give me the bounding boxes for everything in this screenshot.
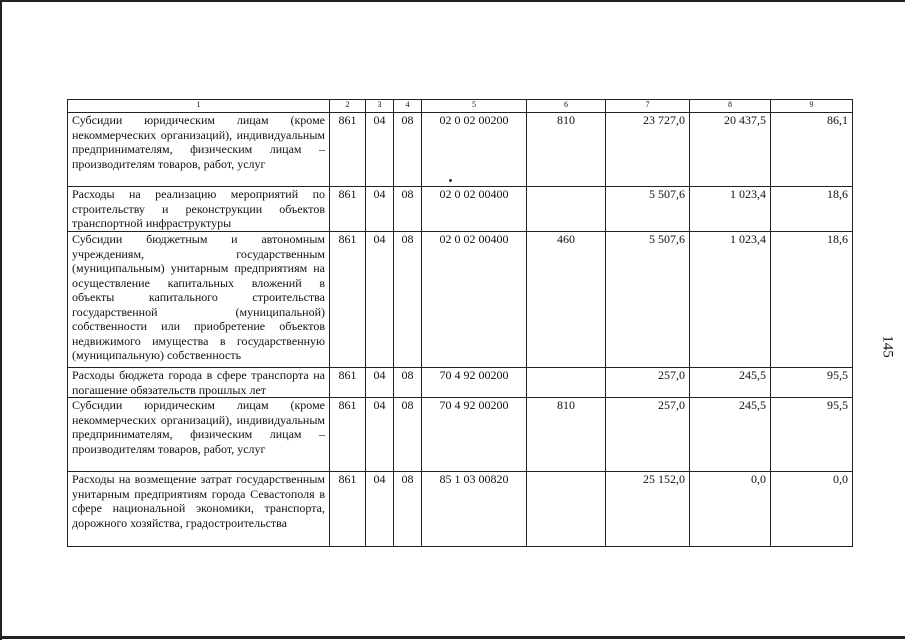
section-code: 04: [366, 187, 394, 232]
execution-percent: 18,6: [771, 187, 853, 232]
grbs-code: 861: [330, 232, 366, 368]
execution-percent: 0,0: [771, 472, 853, 547]
column-number-row: [68, 100, 853, 113]
table-row: [68, 187, 853, 232]
target-article-code: 02 0 02 00400: [422, 187, 527, 232]
column-number: 7: [606, 100, 690, 113]
grbs-code: 861: [330, 187, 366, 232]
expense-type-code: [527, 368, 606, 398]
section-code: 04: [366, 472, 394, 547]
scan-frame-top: [0, 0, 905, 2]
grbs-code: 861: [330, 472, 366, 547]
execution-percent: 18,6: [771, 232, 853, 368]
section-code: 04: [366, 368, 394, 398]
expense-type-code: [527, 472, 606, 547]
expense-type-code: 460: [527, 232, 606, 368]
planned-amount: 5 507,6: [606, 232, 690, 368]
target-article-code: 85 1 03 00820: [422, 472, 527, 547]
actual-amount: 0,0: [690, 472, 771, 547]
target-article-code: 70 4 92 00200: [422, 398, 527, 472]
column-number: 8: [690, 100, 771, 113]
scan-frame-left: [0, 0, 2, 640]
actual-amount: 245,5: [690, 368, 771, 398]
row-description: Субсидии бюджетным и автономным учреждениям, государственным (муниципальным) унитарным предприятиям на осуществление капитальных вложений в объекты капитального строительства государственной (муниципальной) собственности или приобретение объектов недвижимого имущества в государственную (муниципальную) собственность: [68, 232, 330, 368]
column-number: 4: [394, 100, 422, 113]
table-row: [68, 232, 853, 368]
row-description: Субсидии юридическим лицам (кроме некоммерческих организаций), индивидуальным предпринимателям, физическим лицам – производителям товаров, работ, услуг: [68, 113, 330, 187]
expense-type-code: 810: [527, 398, 606, 472]
actual-amount: 245,5: [690, 398, 771, 472]
execution-percent: 95,5: [771, 368, 853, 398]
actual-amount: 1 023,4: [690, 187, 771, 232]
column-number: 5: [422, 100, 527, 113]
column-number: 9: [771, 100, 853, 113]
grbs-code: 861: [330, 398, 366, 472]
row-description: Расходы бюджета города в сфере транспорта на погашение обязательств прошлых лет: [68, 368, 330, 398]
planned-amount: 23 727,0: [606, 113, 690, 187]
table-row: [68, 113, 853, 187]
subsection-code: 08: [394, 187, 422, 232]
target-article-code: 02 0 02 00400: [422, 232, 527, 368]
target-article-code: 70 4 92 00200: [422, 368, 527, 398]
planned-amount: 25 152,0: [606, 472, 690, 547]
planned-amount: 257,0: [606, 368, 690, 398]
row-description: Субсидии юридическим лицам (кроме некоммерческих организаций), индивидуальным предпринимателям, физическим лицам – производителям товаров, работ, услуг: [68, 398, 330, 472]
scan-frame-bottom: [0, 636, 905, 639]
execution-percent: 86,1: [771, 113, 853, 187]
column-number: 1: [68, 100, 330, 113]
expense-type-code: [527, 187, 606, 232]
section-code: 04: [366, 113, 394, 187]
subsection-code: 08: [394, 113, 422, 187]
column-number: 6: [527, 100, 606, 113]
subsection-code: 08: [394, 368, 422, 398]
execution-percent: 95,5: [771, 398, 853, 472]
actual-amount: 20 437,5: [690, 113, 771, 187]
subsection-code: 08: [394, 472, 422, 547]
page-number: 145: [879, 335, 896, 358]
table-row: [68, 472, 853, 547]
actual-amount: 1 023,4: [690, 232, 771, 368]
subsection-code: 08: [394, 398, 422, 472]
grbs-code: 861: [330, 113, 366, 187]
column-number: 3: [366, 100, 394, 113]
grbs-code: 861: [330, 368, 366, 398]
section-code: 04: [366, 398, 394, 472]
subsection-code: 08: [394, 232, 422, 368]
budget-table: [67, 99, 853, 547]
target-article-code: 02 0 02 00200: [422, 113, 527, 187]
planned-amount: 5 507,6: [606, 187, 690, 232]
column-number: 2: [330, 100, 366, 113]
expense-type-code: 810: [527, 113, 606, 187]
table-row: [68, 398, 853, 472]
planned-amount: 257,0: [606, 398, 690, 472]
row-description: Расходы на возмещение затрат государственным унитарным предприятиям города Севастополя в сфере национальной экономики, транспорта, дорожного хозяйства, градостроительства: [68, 472, 330, 547]
section-code: 04: [366, 232, 394, 368]
row-description: Расходы на реализацию мероприятий по строительству и реконструкции объектов транспортной инфраструктуры: [68, 187, 330, 232]
table-row: [68, 368, 853, 398]
